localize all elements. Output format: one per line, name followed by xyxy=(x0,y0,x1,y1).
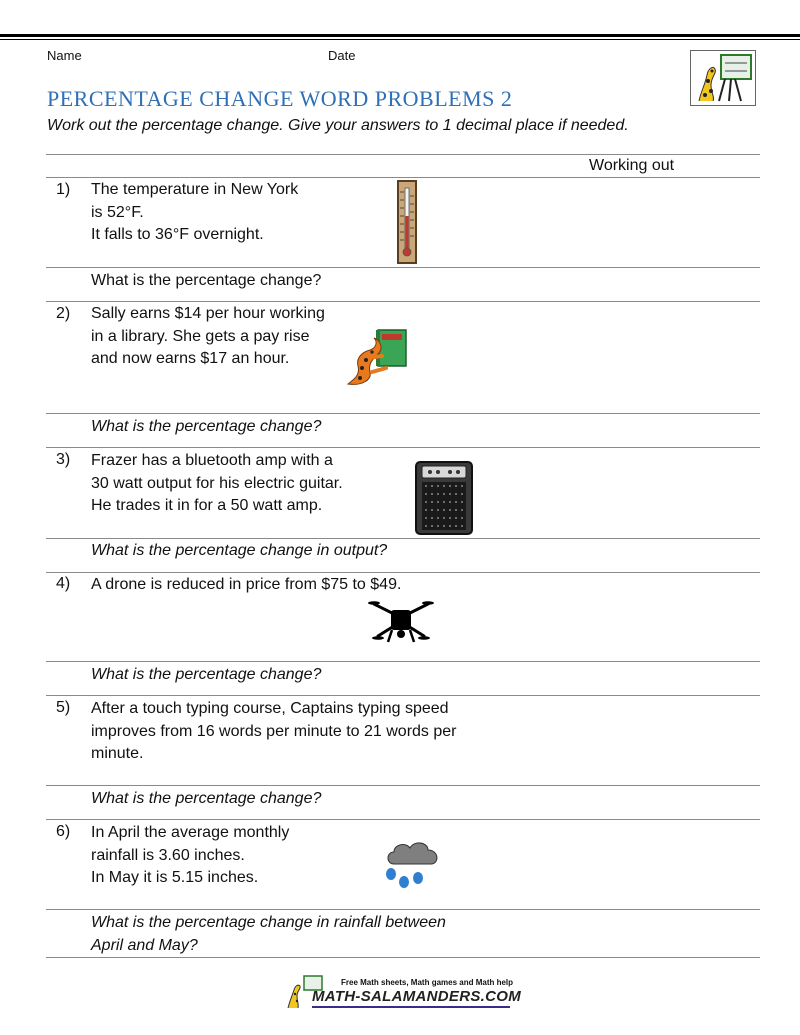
question-line: and now earns $17 an hour. xyxy=(91,350,290,367)
question-line: in a library. She gets a pay rise xyxy=(91,327,310,345)
question-2-text xyxy=(91,303,325,371)
question-6-text xyxy=(91,822,289,890)
question-3-text xyxy=(91,450,343,518)
question-line: He trades it in for a 50 watt amp. xyxy=(91,497,323,514)
ask-line: April and May? xyxy=(91,936,198,954)
amplifier-icon xyxy=(414,460,474,536)
question-line: In April the average monthly xyxy=(91,824,290,841)
question-6-number: 6) xyxy=(56,823,71,840)
divider xyxy=(46,695,760,696)
question-5-text xyxy=(91,698,456,766)
instructions: Work out the percentage change. Give your answers to 1 decimal place if needed. xyxy=(47,117,629,134)
question-line: The temperature in New York xyxy=(91,181,299,198)
question-2-ask: What is the percentage change? xyxy=(91,418,322,435)
question-3-ask: What is the percentage change in output? xyxy=(91,542,388,559)
salamander-teacher-icon xyxy=(691,51,755,105)
question-line: 30 watt output for his electric guitar. xyxy=(91,474,343,492)
working-out-label: Working out xyxy=(589,157,675,174)
question-line: It falls to 36°F overnight. xyxy=(91,226,264,243)
divider xyxy=(46,538,760,539)
salamander-book-icon xyxy=(342,328,410,390)
divider xyxy=(46,957,760,958)
page-title: PERCENTAGE CHANGE WORD PROBLEMS 2 xyxy=(47,86,513,111)
rain-cloud-icon xyxy=(382,838,442,894)
divider xyxy=(46,447,760,448)
divider xyxy=(46,177,760,178)
top-rule xyxy=(0,34,800,37)
footer-tagline: Free Math sheets, Math games and Math help xyxy=(341,978,514,987)
question-line: In May it is 5.15 inches. xyxy=(91,869,259,886)
divider xyxy=(46,413,760,414)
question-3-number: 3) xyxy=(56,451,71,468)
drone-icon xyxy=(368,598,434,644)
question-line: A drone is reduced in price from $75 to $49. xyxy=(91,576,402,593)
question-5-number: 5) xyxy=(56,699,71,716)
divider xyxy=(46,661,760,662)
divider xyxy=(46,572,760,573)
name-label: Name xyxy=(47,48,82,63)
divider xyxy=(46,819,760,820)
question-5-ask: What is the percentage change? xyxy=(91,790,322,807)
question-6-ask xyxy=(91,912,446,957)
divider xyxy=(46,909,760,910)
footer-underline xyxy=(312,1006,510,1008)
question-4-number: 4) xyxy=(56,575,71,592)
question-line: rainfall is 3.60 inches. xyxy=(91,846,245,864)
top-rule-thin xyxy=(0,39,800,40)
salamander-logo xyxy=(690,50,756,106)
thermometer-icon xyxy=(397,180,417,264)
divider xyxy=(46,301,760,302)
question-line: After a touch typing course, Captains typing speed xyxy=(91,700,449,717)
question-1-ask: What is the percentage change? xyxy=(91,272,322,289)
question-4-text xyxy=(91,574,401,597)
footer-brand[interactable]: MATH-SALAMANDERS.COM xyxy=(312,988,522,1005)
ask-line: What is the percentage change in rainfall between xyxy=(91,914,446,931)
question-1-number: 1) xyxy=(56,181,71,198)
question-line: Sally earns $14 per hour working xyxy=(91,305,325,322)
divider xyxy=(46,267,760,268)
question-line: minute. xyxy=(91,745,144,762)
question-line: improves from 16 words per minute to 21 words per xyxy=(91,722,457,740)
question-2-number: 2) xyxy=(56,305,71,322)
question-line: is 52°F. xyxy=(91,203,144,221)
question-1-text xyxy=(91,179,298,247)
question-line: Frazer has a bluetooth amp with a xyxy=(91,452,333,469)
date-label: Date xyxy=(328,48,356,63)
question-4-ask: What is the percentage change? xyxy=(91,666,322,683)
divider xyxy=(46,154,760,155)
divider xyxy=(46,785,760,786)
